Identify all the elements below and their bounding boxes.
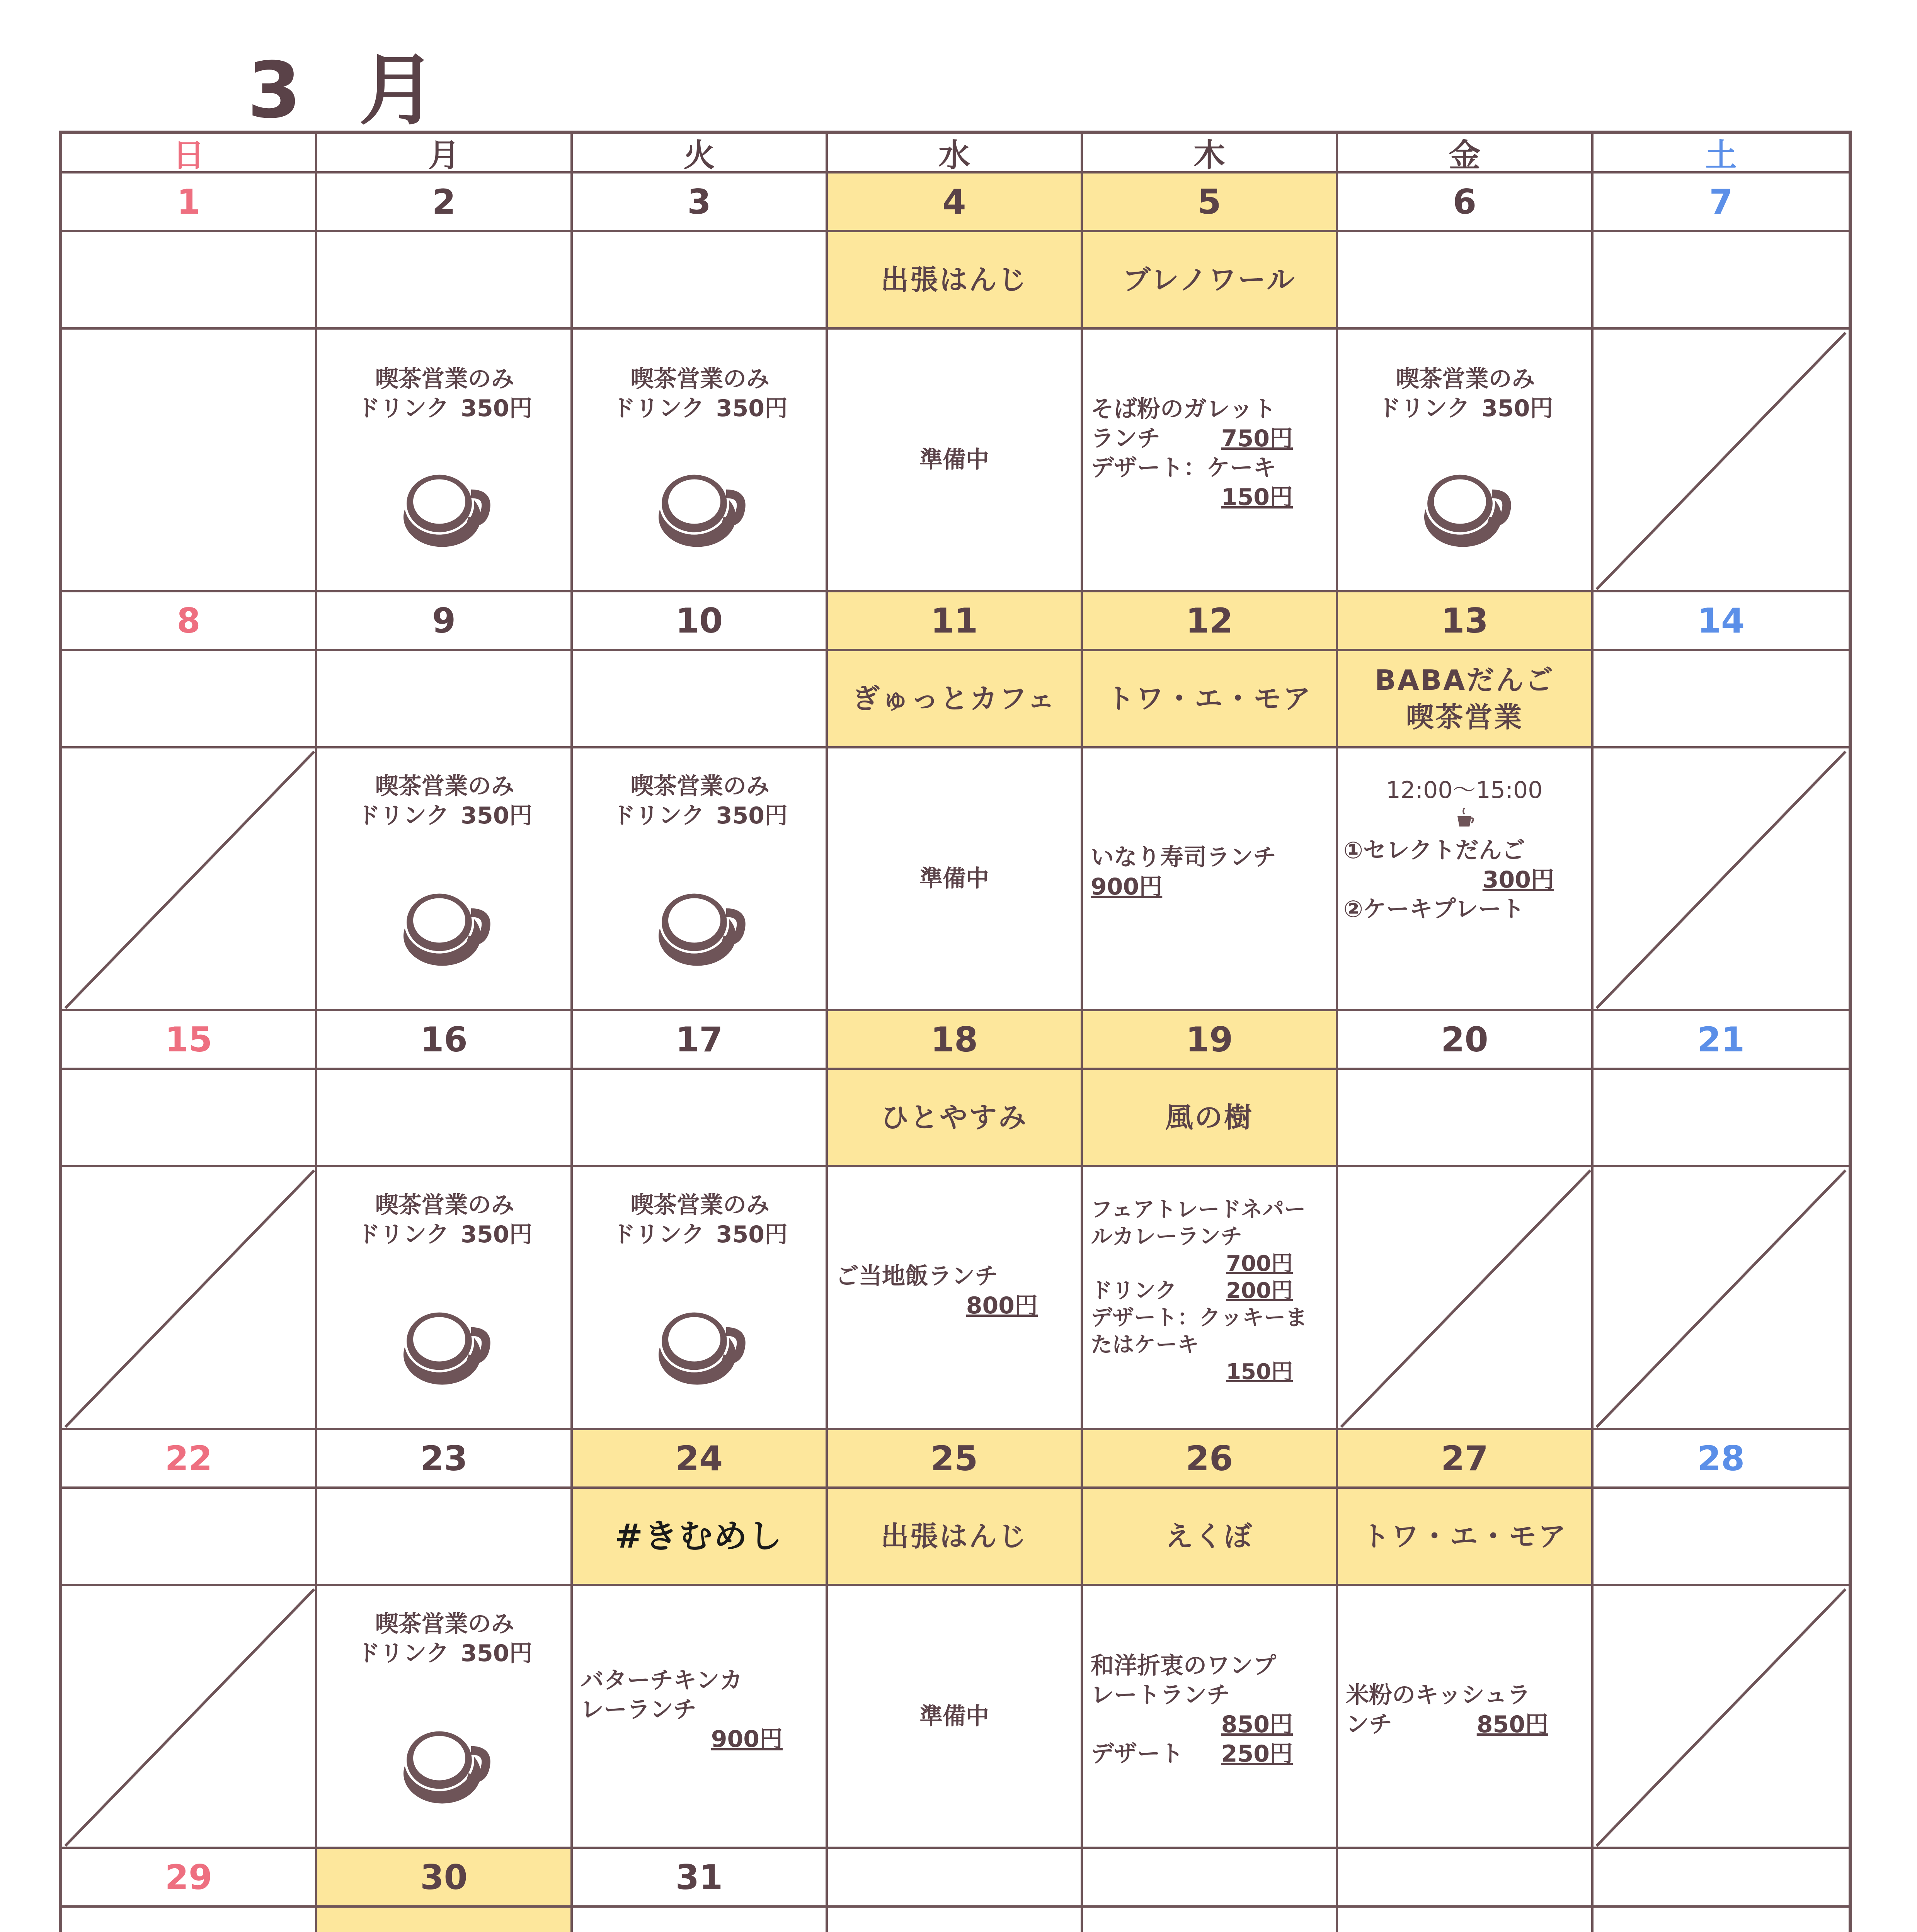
drink-price-line <box>1346 394 1585 423</box>
day-number: 16 <box>317 1011 573 1070</box>
weekday-header: 土 <box>1594 134 1849 173</box>
drink-label: ドリンク <box>357 1221 449 1248</box>
menu-line <box>1091 872 1330 901</box>
day-number: 14 <box>1594 592 1849 651</box>
menu-cell <box>62 748 317 1011</box>
lunch-menu <box>1091 843 1330 901</box>
shop-name: トワ・エ・モア <box>1083 651 1338 748</box>
weekday-header: 月 <box>317 134 573 173</box>
shop-name <box>1594 1908 1849 1932</box>
shop-name <box>573 651 828 748</box>
select-dango: ①セレクトだんご <box>1343 837 1525 864</box>
day-number: 24 <box>573 1430 828 1489</box>
coffee-cup-icon <box>1416 457 1513 561</box>
menu-text: ンチ <box>1346 1711 1392 1738</box>
menu-cell <box>1338 1167 1594 1430</box>
coffee-cup-icon <box>396 876 492 980</box>
menu-text: ご当地飯ランチ <box>836 1263 998 1290</box>
menu-line <box>1091 1651 1330 1680</box>
shop-name: BABAだんご 喫茶営業 <box>1338 651 1594 748</box>
menu-cell <box>317 748 573 1011</box>
menu-cell <box>1083 1167 1338 1430</box>
coffee-cup-icon <box>396 457 492 561</box>
cafe-only-label: 喫茶営業のみ <box>630 773 770 800</box>
cafe-note <box>1346 364 1585 423</box>
shop-name: えくぼ <box>1083 1489 1338 1586</box>
menu-line <box>1091 843 1330 872</box>
day-number <box>1338 1849 1594 1908</box>
cafe-note <box>581 1190 819 1249</box>
menu-cell <box>62 330 317 592</box>
lunch-menu <box>1091 1651 1330 1769</box>
drink-price: 350円 <box>461 1640 533 1667</box>
menu-text: デザート <box>1091 1740 1183 1767</box>
shop-name: ぎゅっとカフェ <box>828 651 1083 748</box>
shop-name <box>1338 232 1594 330</box>
calendar-grid <box>62 134 1849 1932</box>
hours-line <box>1343 776 1585 805</box>
day-number: 13 <box>1338 592 1594 651</box>
day-number: 1 <box>62 173 317 232</box>
day-number: 3 <box>573 173 828 232</box>
day-number: 11 <box>828 592 1083 651</box>
menu-text: レーランチ <box>581 1696 696 1723</box>
shop-name: 出張はんじ <box>828 1489 1083 1586</box>
menu-cell <box>573 1167 828 1430</box>
shop-name <box>1594 1489 1849 1586</box>
opening-hours: 12:00〜15:00 <box>1386 777 1543 804</box>
lunch-menu <box>836 1262 1074 1320</box>
drink-price-line <box>581 1220 819 1249</box>
menu-text: いなり寿司ランチ <box>1091 844 1276 871</box>
cafe-only-label: 喫茶営業のみ <box>1396 366 1535 393</box>
shop-name <box>1083 1908 1338 1932</box>
shop-name <box>1338 1070 1594 1167</box>
weekday-header: 金 <box>1338 134 1594 173</box>
coffee-cup-icon <box>396 1295 492 1398</box>
drink-label: ドリンク <box>357 1640 449 1667</box>
calendar <box>59 131 1852 1932</box>
drink-price: 350円 <box>716 802 788 829</box>
drink-label: ドリンク <box>612 802 705 829</box>
day-number: 22 <box>62 1430 317 1489</box>
lunch-menu <box>1346 1680 1585 1739</box>
menu-line <box>581 1695 819 1725</box>
coffee-cup-icon <box>396 1714 492 1817</box>
menu-line <box>1091 424 1330 453</box>
drink-label: ドリンク <box>1377 395 1470 422</box>
drink-label: ドリンク <box>357 395 449 422</box>
menu-cell <box>62 1586 317 1849</box>
menu-text: たはケーキ <box>1091 1332 1199 1357</box>
day-number: 7 <box>1594 173 1849 232</box>
drink-price-line <box>581 394 819 423</box>
day-number: 29 <box>62 1849 317 1908</box>
coffee-cup-icon <box>651 457 747 561</box>
cafe-only-label: 喫茶営業のみ <box>630 366 770 393</box>
day-number: 25 <box>828 1430 1083 1489</box>
weekday-header: 日 <box>62 134 317 173</box>
cafe-note <box>581 772 819 830</box>
menu-line <box>1091 395 1330 424</box>
shop-name <box>573 1908 828 1932</box>
day-number: 19 <box>1083 1011 1338 1070</box>
shop-name <box>573 232 828 330</box>
day-number: 12 <box>1083 592 1338 651</box>
menu-cell <box>1594 748 1849 1011</box>
day-number: 8 <box>62 592 317 651</box>
menu-text: ランチ <box>1091 425 1160 452</box>
menu-text: ルカレーランチ <box>1091 1224 1242 1249</box>
menu-cell <box>1083 330 1338 592</box>
menu-line <box>1091 1739 1330 1769</box>
menu-line <box>1346 1680 1585 1710</box>
drink-price: 350円 <box>461 1221 533 1248</box>
menu-line <box>836 1262 1074 1291</box>
shop-name <box>317 1908 573 1932</box>
day-number: 10 <box>573 592 828 651</box>
cafe-note <box>325 1609 564 1668</box>
cafe-only-label: 喫茶営業のみ <box>630 1192 770 1219</box>
page-title: 3 月 <box>247 46 452 136</box>
menu-cell <box>1594 1586 1849 1849</box>
menu-line <box>1091 1304 1330 1332</box>
cafe-only-label: 喫茶営業のみ <box>375 366 514 393</box>
menu-cell <box>1083 748 1338 1011</box>
shop-name <box>317 1489 573 1586</box>
shop-name <box>1594 651 1849 748</box>
day-number: 18 <box>828 1011 1083 1070</box>
menu-line <box>581 1666 819 1695</box>
day-number <box>1594 1849 1849 1908</box>
menu-cell <box>1338 330 1594 592</box>
day-number <box>1083 1849 1338 1908</box>
menu-line <box>836 1291 1074 1320</box>
drink-label: ドリンク <box>612 395 705 422</box>
shop-name <box>317 651 573 748</box>
day-number: 21 <box>1594 1011 1849 1070</box>
weekday-header: 水 <box>828 134 1083 173</box>
menu-price: 800円 <box>966 1292 1038 1319</box>
menu-cell <box>62 1167 317 1430</box>
preparing-label: 準備中 <box>919 446 989 473</box>
day-number: 26 <box>1083 1430 1338 1489</box>
dango-price: 300円 <box>1482 866 1554 893</box>
drink-label: ドリンク <box>612 1221 705 1248</box>
shop-name <box>62 232 317 330</box>
menu-price: 750円 <box>1221 425 1293 452</box>
menu-text: デザート：クッキーま <box>1091 1305 1307 1330</box>
menu-text: ドリンク <box>1091 1278 1177 1303</box>
cafe-only-label: 喫茶営業のみ <box>375 773 514 800</box>
menu-cell <box>317 1586 573 1849</box>
preparing-label: 準備中 <box>919 1703 989 1730</box>
drink-price: 350円 <box>1481 395 1553 422</box>
cafe-note <box>581 364 819 423</box>
coffee-cup-icon <box>651 1295 747 1398</box>
shop-name <box>317 1070 573 1167</box>
shop-name <box>62 1070 317 1167</box>
baba-line-2 <box>1343 895 1585 924</box>
cafe-note <box>325 1190 564 1249</box>
day-number: 28 <box>1594 1430 1849 1489</box>
menu-line <box>1091 1250 1330 1277</box>
menu-text: 和洋折衷のワンプ <box>1091 1652 1276 1679</box>
preparing-label: 準備中 <box>919 865 989 892</box>
menu-price: 900円 <box>1091 873 1163 900</box>
menu-text: レートランチ <box>1091 1682 1230 1709</box>
drink-price: 350円 <box>461 395 533 422</box>
day-number: 2 <box>317 173 573 232</box>
day-number: 27 <box>1338 1430 1594 1489</box>
menu-text: フェアトレードネパー <box>1091 1197 1306 1222</box>
day-number: 5 <box>1083 173 1338 232</box>
baba-menu <box>1343 776 1585 924</box>
menu-cell <box>573 1586 828 1849</box>
menu-text: バターチキンカ <box>581 1667 743 1694</box>
menu-price: 850円 <box>1476 1711 1548 1738</box>
lunch-menu <box>1091 395 1330 512</box>
menu-text: そば粉のガレット <box>1091 396 1276 423</box>
menu-text: デザート：ケーキ <box>1091 454 1276 481</box>
cafe-only-label: 喫茶営業のみ <box>375 1611 514 1638</box>
weekday-header: 火 <box>573 134 828 173</box>
cafe-only-label: 喫茶営業のみ <box>375 1192 514 1219</box>
shop-name <box>62 651 317 748</box>
day-number: 23 <box>317 1430 573 1489</box>
menu-line <box>1091 1680 1330 1710</box>
drink-price-line <box>325 1220 564 1249</box>
weekday-header: 木 <box>1083 134 1338 173</box>
menu-price: 250円 <box>1221 1740 1293 1767</box>
drink-label: ドリンク <box>357 802 449 829</box>
drink-price: 350円 <box>716 1221 788 1248</box>
menu-price: 900円 <box>711 1726 783 1753</box>
shop-name <box>317 232 573 330</box>
drink-price-line <box>325 1639 564 1668</box>
shop-name <box>828 1908 1083 1932</box>
menu-line <box>1346 1710 1585 1739</box>
cafe-note <box>325 364 564 423</box>
menu-price: 700円 <box>1226 1251 1293 1276</box>
day-number <box>828 1849 1083 1908</box>
menu-cell <box>828 1167 1083 1430</box>
day-number: 30 <box>317 1849 573 1908</box>
cake-plate: ②ケーキプレート <box>1343 896 1525 923</box>
menu-price: 200円 <box>1226 1278 1293 1303</box>
drink-price-line <box>581 801 819 830</box>
shop-name <box>62 1908 317 1932</box>
menu-line <box>1091 453 1330 483</box>
menu-price: 150円 <box>1226 1359 1293 1384</box>
drink-price-line <box>325 801 564 830</box>
shop-name: #きむめし <box>573 1489 828 1586</box>
shop-name: 出張はんじ <box>828 232 1083 330</box>
menu-line <box>1091 1359 1330 1386</box>
shop-name <box>1594 1070 1849 1167</box>
shop-name <box>573 1070 828 1167</box>
day-number: 4 <box>828 173 1083 232</box>
shop-name: トワ・エ・モア <box>1338 1489 1594 1586</box>
small-cup-icon <box>1343 805 1585 836</box>
menu-cell <box>317 1167 573 1430</box>
day-number: 15 <box>62 1011 317 1070</box>
baba-line-price <box>1343 865 1585 895</box>
baba-line-1 <box>1343 836 1585 865</box>
lunch-menu <box>1091 1196 1330 1386</box>
coffee-cup-icon <box>651 876 747 980</box>
menu-cell <box>1338 748 1594 1011</box>
shop-name: 風の樹 <box>1083 1070 1338 1167</box>
menu-line <box>1091 1223 1330 1250</box>
menu-line <box>1091 1710 1330 1739</box>
menu-cell <box>573 330 828 592</box>
menu-line <box>1091 1332 1330 1359</box>
menu-price: 850円 <box>1221 1711 1293 1738</box>
menu-line <box>1091 483 1330 512</box>
day-number: 6 <box>1338 173 1594 232</box>
menu-cell <box>1594 330 1849 592</box>
cafe-note <box>325 772 564 830</box>
menu-cell <box>828 748 1083 1011</box>
menu-cell <box>828 1586 1083 1849</box>
menu-cell <box>573 748 828 1011</box>
menu-cell <box>1338 1586 1594 1849</box>
drink-price: 350円 <box>461 802 533 829</box>
menu-cell <box>1083 1586 1338 1849</box>
shop-name: ブレノワール <box>1083 232 1338 330</box>
drink-price-line <box>325 394 564 423</box>
menu-line <box>1091 1277 1330 1304</box>
menu-line <box>1091 1196 1330 1223</box>
lunch-menu <box>581 1666 819 1754</box>
day-number: 31 <box>573 1849 828 1908</box>
menu-price: 150円 <box>1221 484 1293 511</box>
shop-name <box>62 1489 317 1586</box>
shop-name <box>1338 1908 1594 1932</box>
day-number: 9 <box>317 592 573 651</box>
day-number: 20 <box>1338 1011 1594 1070</box>
menu-cell <box>828 330 1083 592</box>
shop-name: ひとやすみ <box>828 1070 1083 1167</box>
menu-text: 米粉のキッシュラ <box>1346 1682 1531 1709</box>
day-number: 17 <box>573 1011 828 1070</box>
menu-cell <box>317 330 573 592</box>
menu-cell <box>1594 1167 1849 1430</box>
drink-price: 350円 <box>716 395 788 422</box>
menu-line <box>581 1725 819 1754</box>
shop-name <box>1594 232 1849 330</box>
